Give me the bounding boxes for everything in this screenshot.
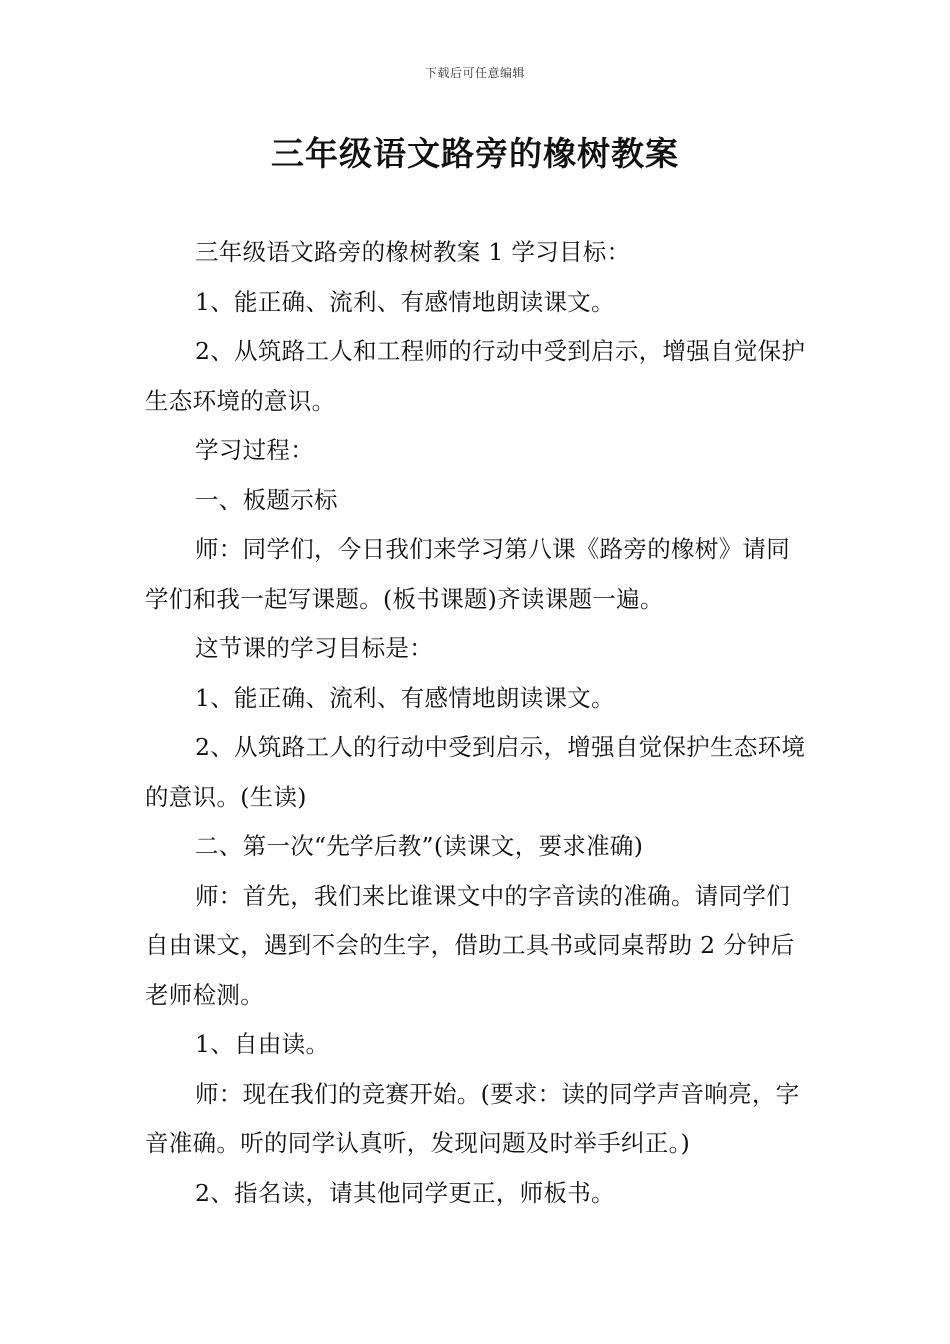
document-title: 三年级语文路旁的橡树教案 [271,134,679,173]
paragraph-goal-2: 2、从筑路工人和工程师的行动中受到启示，增强自觉保护生态环境的意识。 [145,337,806,415]
paragraph-class-goal-2: 2、从筑路工人的行动中受到启示，增强自觉保护生态环境的意识。(生读) [145,733,806,811]
paragraph-class-goals-heading: 这节课的学习目标是： [195,634,433,662]
paragraph-step-named-reading: 2、指名读，请其他同学更正，师板书。 [195,1178,615,1207]
paragraph-class-goal-1: 1、能正确、流利、有感情地朗读课文。 [195,683,615,712]
document-body [145,228,810,1218]
paragraph-teacher-reading-instruction: 师：首先，我们来比谁课文中的字音读的准确。请同学们自由课文，遇到不会的生字，借助工具书或同桌帮助 2 分钟后老师检测。 [145,881,795,1009]
paragraph-teacher-competition: 师：现在我们的竞赛开始。(要求：读的同学声音响亮，字音准确。听的同学认真听，发现问题及时举手纠正。) [145,1079,800,1157]
paragraph-step-free-reading: 1、自由读。 [195,1030,330,1058]
paragraph-section-1-heading: 一、板题示标 [195,485,338,514]
paragraph-section-2-heading: 二、第一次“先学后教”(读课文，要求准确) [195,832,644,860]
paragraph-process-heading: 学习过程： [195,436,314,464]
paragraph-teacher-intro: 师：同学们，今日我们来学习第八课《路旁的橡树》请同学们和我一起写课题。(板书课题)齐读课题一遍。 [145,535,790,613]
header-note: 下载后可任意编辑 [424,66,525,80]
paragraph-goal-1: 1、能正确、流利、有感情地朗读课文。 [195,287,615,316]
paragraph-learning-goals-heading: 三年级语文路旁的橡树教案 1 学习目标： [195,238,631,266]
